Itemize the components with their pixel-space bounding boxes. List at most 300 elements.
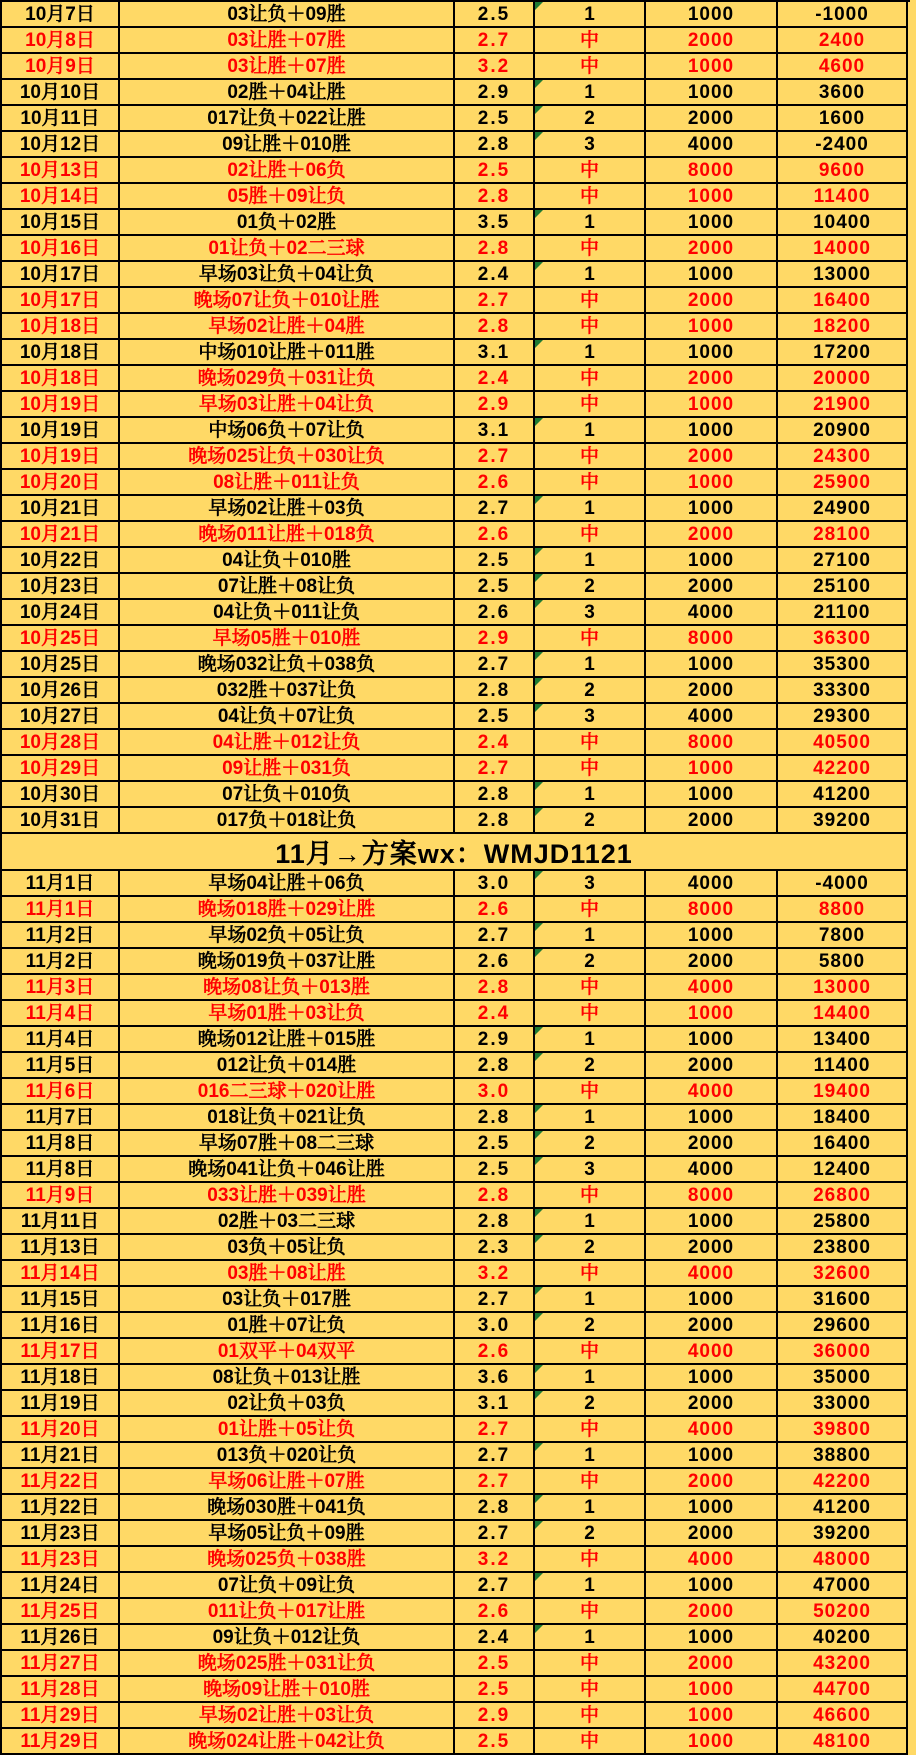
cell-corner-flag-icon: [535, 949, 543, 957]
result-cell: 1: [535, 1625, 646, 1651]
total-cell: 44700: [778, 1677, 908, 1703]
table-row: [2, 470, 910, 496]
date-cell: 10月31日: [2, 808, 120, 834]
table-row: [2, 418, 910, 444]
scheme-cell: 011让负＋017让胜: [120, 1599, 455, 1625]
cell-corner-flag-icon: [535, 2, 543, 10]
scheme-cell: 013负＋020让负: [120, 1443, 455, 1469]
table-row: [2, 1573, 910, 1599]
total-cell: 9600: [778, 158, 908, 184]
scheme-cell: 早场03让胜＋04让负: [120, 392, 455, 418]
scheme-cell: 01负＋02胜: [120, 210, 455, 236]
date-cell: 11月2日: [2, 923, 120, 949]
result-cell: 1: [535, 923, 646, 949]
scheme-cell: 02让胜＋06负: [120, 158, 455, 184]
cell-corner-flag-icon: [535, 132, 543, 140]
odds-cell: 2.9: [455, 1027, 535, 1053]
scheme-cell: 早场02让胜＋04胜: [120, 314, 455, 340]
cell-corner-flag-icon: [535, 678, 543, 686]
stake-cell: 1000: [646, 184, 778, 210]
total-cell: 47000: [778, 1573, 908, 1599]
table-row: [2, 1183, 910, 1209]
scheme-cell: 晚场029负＋031让负: [120, 366, 455, 392]
stake-cell: 4000: [646, 132, 778, 158]
date-cell: 10月16日: [2, 236, 120, 262]
result-cell: 1: [535, 1443, 646, 1469]
total-cell: 27100: [778, 548, 908, 574]
total-cell: 24900: [778, 496, 908, 522]
result-cell: 1: [535, 418, 646, 444]
date-cell: 11月29日: [2, 1703, 120, 1729]
stake-cell: 1000: [646, 80, 778, 106]
stake-cell: 4000: [646, 1547, 778, 1573]
table-row: [2, 106, 910, 132]
date-cell: 11月21日: [2, 1443, 120, 1469]
stake-cell: 1000: [646, 756, 778, 782]
total-cell: 21900: [778, 392, 908, 418]
table-row: [2, 756, 910, 782]
result-cell: 中: [535, 730, 646, 756]
odds-cell: 2.5: [455, 1131, 535, 1157]
date-cell: 10月17日: [2, 288, 120, 314]
table-row: [2, 1599, 910, 1625]
odds-cell: 2.5: [455, 1651, 535, 1677]
odds-cell: 2.4: [455, 262, 535, 288]
total-cell: -2400: [778, 132, 908, 158]
stake-cell: 2000: [646, 949, 778, 975]
stake-cell: 4000: [646, 1261, 778, 1287]
odds-cell: 2.7: [455, 1287, 535, 1313]
scheme-cell: 早场05让负＋09胜: [120, 1521, 455, 1547]
table-row: [2, 871, 910, 897]
date-cell: 10月22日: [2, 548, 120, 574]
scheme-cell: 01双平＋04双平: [120, 1339, 455, 1365]
scheme-cell: 晚场08让负＋013胜: [120, 975, 455, 1001]
cell-corner-flag-icon: [535, 574, 543, 582]
table-row: [2, 54, 910, 80]
cell-corner-flag-icon: [535, 704, 543, 712]
odds-cell: 3.0: [455, 1079, 535, 1105]
date-cell: 11月22日: [2, 1469, 120, 1495]
scheme-cell: 03让胜＋07胜: [120, 54, 455, 80]
table-row: [2, 1677, 910, 1703]
total-cell: 48000: [778, 1547, 908, 1573]
odds-cell: 2.7: [455, 288, 535, 314]
scheme-cell: 01胜＋07让负: [120, 1313, 455, 1339]
odds-cell: 2.7: [455, 1521, 535, 1547]
scheme-cell: 03让负＋09胜: [120, 2, 455, 28]
stake-cell: 2000: [646, 1521, 778, 1547]
odds-cell: 2.4: [455, 730, 535, 756]
table-row: [2, 80, 910, 106]
stake-cell: 1000: [646, 262, 778, 288]
date-cell: 11月27日: [2, 1651, 120, 1677]
odds-cell: 2.5: [455, 574, 535, 600]
scheme-cell: 晚场012让胜＋015胜: [120, 1027, 455, 1053]
stake-cell: 2000: [646, 522, 778, 548]
date-cell: 11月16日: [2, 1313, 120, 1339]
result-cell: 2: [535, 808, 646, 834]
date-cell: 11月6日: [2, 1079, 120, 1105]
total-cell: 3600: [778, 80, 908, 106]
cell-corner-flag-icon: [535, 1495, 543, 1503]
odds-cell: 2.5: [455, 548, 535, 574]
scheme-cell: 02胜＋04让胜: [120, 80, 455, 106]
table-row: [2, 1001, 910, 1027]
cell-corner-flag-icon: [535, 1573, 543, 1581]
table-row: [2, 158, 910, 184]
date-cell: 10月19日: [2, 392, 120, 418]
total-cell: 17200: [778, 340, 908, 366]
scheme-cell: 晚场041让负＋046让胜: [120, 1157, 455, 1183]
scheme-cell: 03胜＋08让胜: [120, 1261, 455, 1287]
table-row: [2, 1235, 910, 1261]
table-row: [2, 678, 910, 704]
total-cell: 39800: [778, 1417, 908, 1443]
total-cell: 40500: [778, 730, 908, 756]
cell-corner-flag-icon: [535, 1235, 543, 1243]
table-row: [2, 652, 910, 678]
total-cell: 39200: [778, 1521, 908, 1547]
total-cell: -4000: [778, 871, 908, 897]
scheme-cell: 晚场07让负＋010让胜: [120, 288, 455, 314]
result-cell: 中: [535, 756, 646, 782]
stake-cell: 1000: [646, 496, 778, 522]
date-cell: 11月2日: [2, 949, 120, 975]
stake-cell: 4000: [646, 1417, 778, 1443]
result-cell: 中: [535, 288, 646, 314]
total-cell: 11400: [778, 184, 908, 210]
total-cell: 18400: [778, 1105, 908, 1131]
date-cell: 11月25日: [2, 1599, 120, 1625]
odds-cell: 2.4: [455, 366, 535, 392]
scheme-cell: 晚场011让胜＋018负: [120, 522, 455, 548]
scheme-cell: 016二三球＋020让胜: [120, 1079, 455, 1105]
date-cell: 10月10日: [2, 80, 120, 106]
date-cell: 11月22日: [2, 1495, 120, 1521]
scheme-cell: 017让负＋022让胜: [120, 106, 455, 132]
odds-cell: 2.7: [455, 756, 535, 782]
result-cell: 1: [535, 80, 646, 106]
total-cell: 28100: [778, 522, 908, 548]
cell-corner-flag-icon: [535, 1443, 543, 1451]
result-cell: 3: [535, 132, 646, 158]
stake-cell: 4000: [646, 704, 778, 730]
odds-cell: 2.7: [455, 1417, 535, 1443]
cell-corner-flag-icon: [535, 548, 543, 556]
result-cell: 中: [535, 1729, 646, 1755]
stake-cell: 2000: [646, 106, 778, 132]
table-row: [2, 288, 910, 314]
scheme-cell: 02让负＋03负: [120, 1391, 455, 1417]
stake-cell: 4000: [646, 871, 778, 897]
odds-cell: 2.6: [455, 522, 535, 548]
scheme-cell: 033让胜＋039让胜: [120, 1183, 455, 1209]
date-cell: 10月24日: [2, 600, 120, 626]
odds-cell: 2.8: [455, 314, 535, 340]
result-cell: 3: [535, 1157, 646, 1183]
scheme-cell: 早场02让胜＋03负: [120, 496, 455, 522]
cell-corner-flag-icon: [535, 808, 543, 816]
date-cell: 11月29日: [2, 1729, 120, 1755]
result-cell: 3: [535, 704, 646, 730]
cell-corner-flag-icon: [535, 80, 543, 88]
result-cell: 1: [535, 262, 646, 288]
result-cell: 中: [535, 1261, 646, 1287]
result-cell: 1: [535, 340, 646, 366]
date-cell: 11月8日: [2, 1131, 120, 1157]
table-row: [2, 1105, 910, 1131]
stake-cell: 2000: [646, 1469, 778, 1495]
stake-cell: 1000: [646, 782, 778, 808]
table-row: [2, 262, 910, 288]
table-row: [2, 730, 910, 756]
table-row: [2, 1053, 910, 1079]
result-cell: 中: [535, 522, 646, 548]
result-cell: 中: [535, 1183, 646, 1209]
total-cell: 23800: [778, 1235, 908, 1261]
odds-cell: 2.8: [455, 1053, 535, 1079]
date-cell: 10月17日: [2, 262, 120, 288]
stake-cell: 1000: [646, 1573, 778, 1599]
odds-cell: 2.7: [455, 496, 535, 522]
november-rows-section: [2, 871, 910, 1755]
odds-cell: 2.7: [455, 1443, 535, 1469]
date-cell: 10月9日: [2, 54, 120, 80]
cell-corner-flag-icon: [535, 210, 543, 218]
stake-cell: 8000: [646, 158, 778, 184]
date-cell: 10月21日: [2, 496, 120, 522]
scheme-cell: 晚场019负＋037让胜: [120, 949, 455, 975]
table-row: [2, 1313, 910, 1339]
odds-cell: 2.6: [455, 1599, 535, 1625]
scheme-cell: 05胜＋09让负: [120, 184, 455, 210]
total-cell: 25100: [778, 574, 908, 600]
date-cell: 11月23日: [2, 1547, 120, 1573]
stake-cell: 2000: [646, 1313, 778, 1339]
date-cell: 10月21日: [2, 522, 120, 548]
stake-cell: 2000: [646, 574, 778, 600]
table-row: [2, 1547, 910, 1573]
date-cell: 11月20日: [2, 1417, 120, 1443]
table-row: [2, 210, 910, 236]
odds-cell: 3.1: [455, 340, 535, 366]
total-cell: 36000: [778, 1339, 908, 1365]
cell-corner-flag-icon: [535, 340, 543, 348]
scheme-cell: 07让负＋09让负: [120, 1573, 455, 1599]
cell-corner-flag-icon: [535, 1027, 543, 1035]
odds-cell: 2.6: [455, 949, 535, 975]
date-cell: 11月19日: [2, 1391, 120, 1417]
odds-cell: 3.0: [455, 871, 535, 897]
date-cell: 10月26日: [2, 678, 120, 704]
total-cell: 25800: [778, 1209, 908, 1235]
stake-cell: 8000: [646, 626, 778, 652]
total-cell: 8800: [778, 897, 908, 923]
odds-cell: 3.0: [455, 1313, 535, 1339]
total-cell: 4600: [778, 54, 908, 80]
table-row: [2, 923, 910, 949]
odds-cell: 2.8: [455, 1105, 535, 1131]
stake-cell: 1000: [646, 1495, 778, 1521]
total-cell: 42200: [778, 756, 908, 782]
odds-cell: 2.8: [455, 975, 535, 1001]
total-cell: 40200: [778, 1625, 908, 1651]
odds-cell: 2.4: [455, 1001, 535, 1027]
scheme-cell: 中场010让胜＋011胜: [120, 340, 455, 366]
result-cell: 中: [535, 158, 646, 184]
date-cell: 11月17日: [2, 1339, 120, 1365]
result-cell: 中: [535, 314, 646, 340]
scheme-cell: 晚场025让负＋030让负: [120, 444, 455, 470]
scheme-cell: 晚场025负＋038胜: [120, 1547, 455, 1573]
stake-cell: 8000: [646, 730, 778, 756]
scheme-cell: 07让胜＋08让负: [120, 574, 455, 600]
result-cell: 2: [535, 1391, 646, 1417]
odds-cell: 2.7: [455, 923, 535, 949]
odds-cell: 2.9: [455, 626, 535, 652]
table-row: [2, 1703, 910, 1729]
total-cell: 41200: [778, 782, 908, 808]
stake-cell: 4000: [646, 1079, 778, 1105]
result-cell: 中: [535, 28, 646, 54]
result-cell: 中: [535, 184, 646, 210]
scheme-cell: 07让负＋010负: [120, 782, 455, 808]
scheme-cell: 早场04让胜＋06负: [120, 871, 455, 897]
result-cell: 2: [535, 1313, 646, 1339]
cell-corner-flag-icon: [535, 262, 543, 270]
total-cell: 16400: [778, 288, 908, 314]
total-cell: 13000: [778, 262, 908, 288]
stake-cell: 1000: [646, 1209, 778, 1235]
date-cell: 11月5日: [2, 1053, 120, 1079]
total-cell: 19400: [778, 1079, 908, 1105]
result-cell: 中: [535, 236, 646, 262]
stake-cell: 1000: [646, 1287, 778, 1313]
result-cell: 3: [535, 600, 646, 626]
table-row: [2, 897, 910, 923]
result-cell: 2: [535, 1131, 646, 1157]
odds-cell: 2.3: [455, 1235, 535, 1261]
month-divider: 11月→方案wx：WMJD1121: [2, 834, 908, 871]
stake-cell: 1000: [646, 1443, 778, 1469]
date-cell: 11月1日: [2, 897, 120, 923]
table-row: [2, 808, 910, 834]
table-row: [2, 28, 910, 54]
date-cell: 10月15日: [2, 210, 120, 236]
stake-cell: 2000: [646, 236, 778, 262]
result-cell: 1: [535, 1365, 646, 1391]
odds-cell: 2.5: [455, 1677, 535, 1703]
stake-cell: 1000: [646, 1625, 778, 1651]
scheme-cell: 03让负＋017胜: [120, 1287, 455, 1313]
date-cell: 10月14日: [2, 184, 120, 210]
scheme-cell: 早场03让负＋04让负: [120, 262, 455, 288]
stake-cell: 1000: [646, 923, 778, 949]
stake-cell: 4000: [646, 1157, 778, 1183]
result-cell: 2: [535, 1235, 646, 1261]
table-row: [2, 184, 910, 210]
odds-cell: 2.9: [455, 80, 535, 106]
date-cell: 11月15日: [2, 1287, 120, 1313]
stake-cell: 1000: [646, 1001, 778, 1027]
date-cell: 11月11日: [2, 1209, 120, 1235]
stake-cell: 2000: [646, 288, 778, 314]
total-cell: 41200: [778, 1495, 908, 1521]
odds-cell: 2.7: [455, 1469, 535, 1495]
odds-cell: 2.7: [455, 1573, 535, 1599]
stake-cell: 2000: [646, 366, 778, 392]
odds-cell: 2.9: [455, 392, 535, 418]
october-rows-section: [2, 2, 910, 834]
total-cell: 33300: [778, 678, 908, 704]
table-row: [2, 1131, 910, 1157]
scheme-cell: 早场02负＋05让负: [120, 923, 455, 949]
table-row: [2, 132, 910, 158]
table-row: [2, 1443, 910, 1469]
total-cell: 48100: [778, 1729, 908, 1755]
result-cell: 1: [535, 496, 646, 522]
scheme-cell: 晚场032让负＋038负: [120, 652, 455, 678]
result-cell: 中: [535, 470, 646, 496]
total-cell: 16400: [778, 1131, 908, 1157]
scheme-cell: 03让胜＋07胜: [120, 28, 455, 54]
date-cell: 10月18日: [2, 314, 120, 340]
scheme-cell: 早场02让胜＋03让负: [120, 1703, 455, 1729]
stake-cell: 2000: [646, 1651, 778, 1677]
result-cell: 1: [535, 1573, 646, 1599]
total-cell: 43200: [778, 1651, 908, 1677]
scheme-cell: 018让负＋021让负: [120, 1105, 455, 1131]
total-cell: 25900: [778, 470, 908, 496]
scheme-cell: 01让胜＋05让负: [120, 1417, 455, 1443]
stake-cell: 1000: [646, 340, 778, 366]
total-cell: 26800: [778, 1183, 908, 1209]
odds-cell: 2.8: [455, 132, 535, 158]
stake-cell: 2000: [646, 678, 778, 704]
result-cell: 中: [535, 1469, 646, 1495]
table-row: [2, 392, 910, 418]
stake-cell: 1000: [646, 1677, 778, 1703]
result-cell: 中: [535, 1001, 646, 1027]
odds-cell: 2.4: [455, 1625, 535, 1651]
result-cell: 中: [535, 366, 646, 392]
result-cell: 中: [535, 897, 646, 923]
date-cell: 10月30日: [2, 782, 120, 808]
scheme-cell: 02胜＋03二三球: [120, 1209, 455, 1235]
total-cell: 1600: [778, 106, 908, 132]
total-cell: 7800: [778, 923, 908, 949]
scheme-cell: 09让胜＋031负: [120, 756, 455, 782]
scheme-cell: 04让负＋011让负: [120, 600, 455, 626]
stake-cell: 2000: [646, 28, 778, 54]
date-cell: 10月29日: [2, 756, 120, 782]
table-row: [2, 782, 910, 808]
result-cell: 2: [535, 1521, 646, 1547]
odds-cell: 2.6: [455, 1339, 535, 1365]
result-cell: 中: [535, 392, 646, 418]
odds-cell: 3.2: [455, 1547, 535, 1573]
odds-cell: 3.1: [455, 1391, 535, 1417]
table-row: [2, 975, 910, 1001]
total-cell: 46600: [778, 1703, 908, 1729]
total-cell: 42200: [778, 1469, 908, 1495]
scheme-cell: 晚场024让胜＋042让负: [120, 1729, 455, 1755]
scheme-cell: 04让负＋07让负: [120, 704, 455, 730]
stake-cell: 4000: [646, 975, 778, 1001]
cell-corner-flag-icon: [535, 106, 543, 114]
cell-corner-flag-icon: [535, 1209, 543, 1217]
